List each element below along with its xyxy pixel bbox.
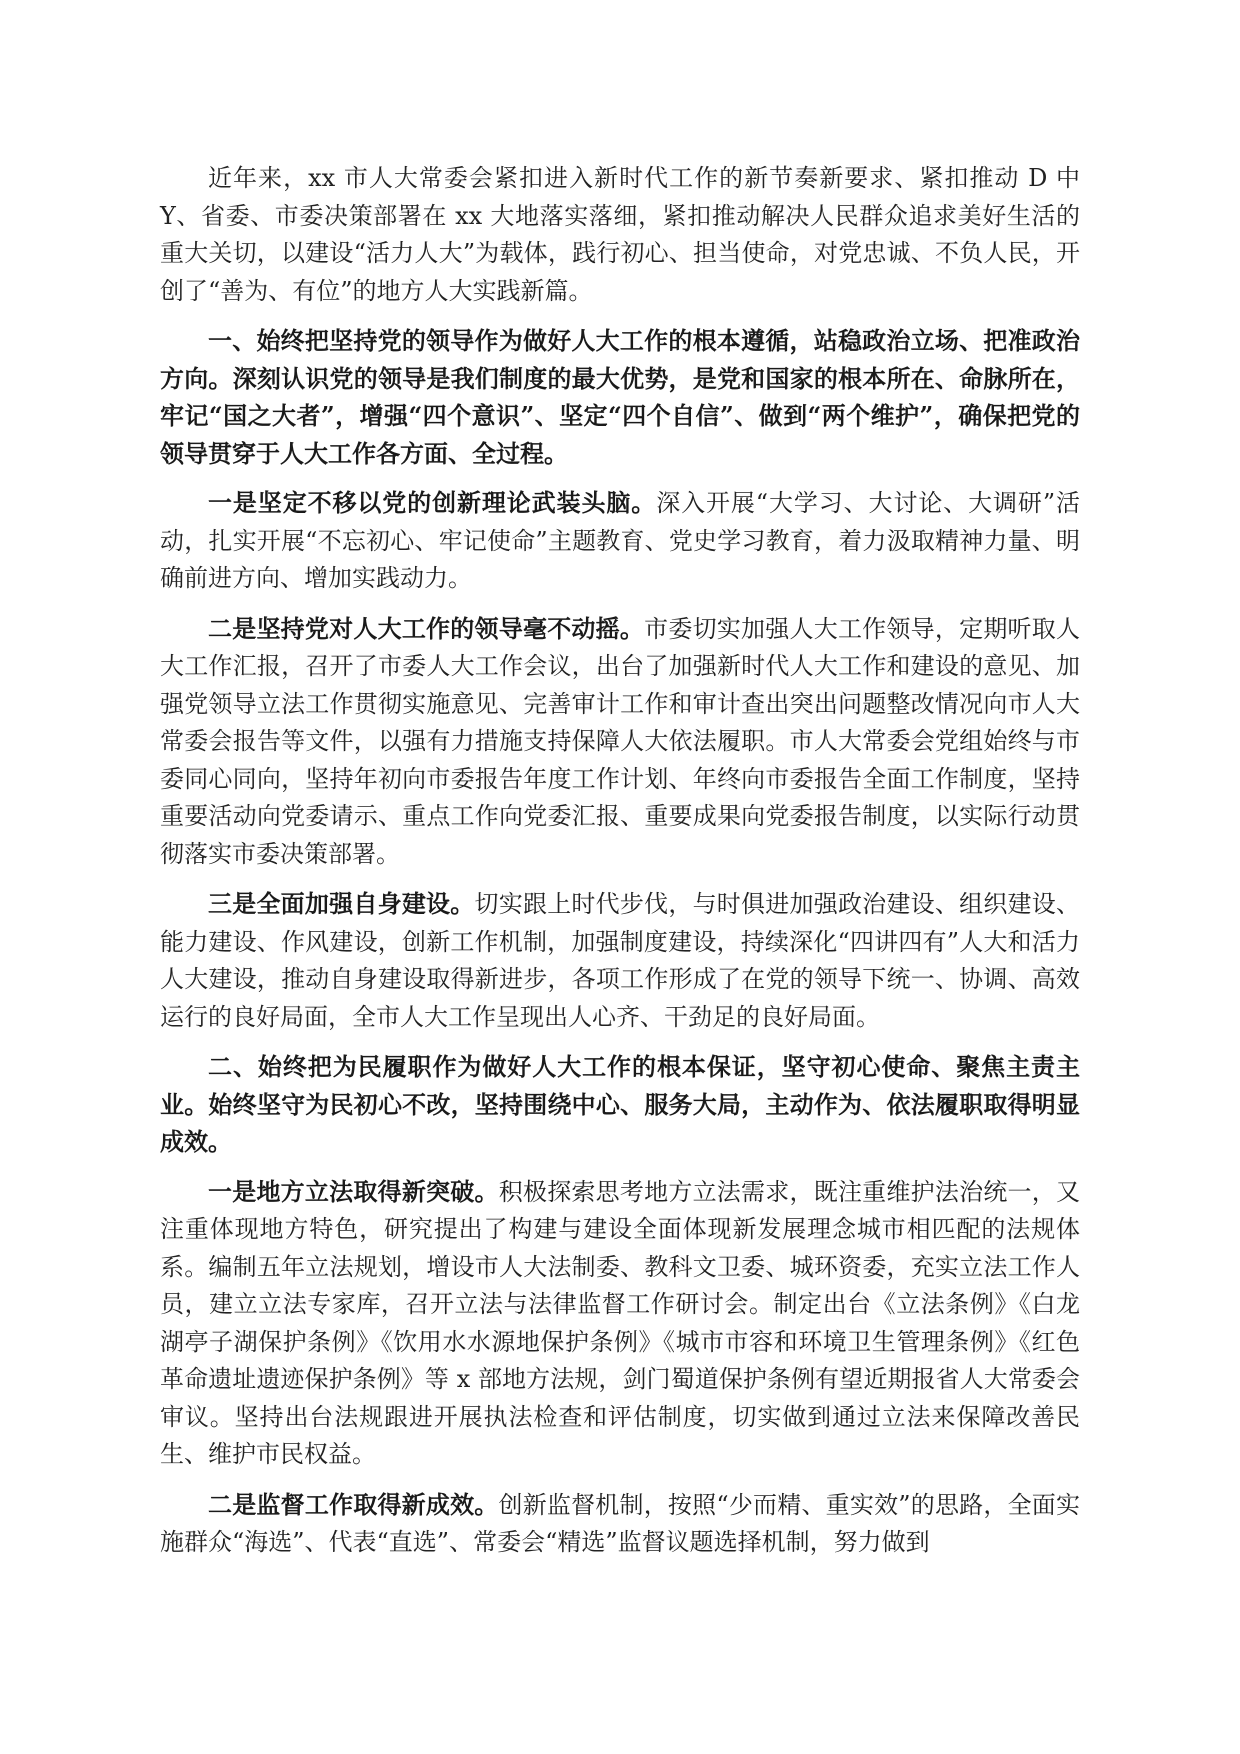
paragraph-lead: 二是坚持党对人大工作的领导毫不动摇。: [208, 613, 645, 643]
paragraph-item: [160, 1486, 1080, 1562]
paragraph-item: [160, 885, 1080, 1036]
paragraph-text: 创新监督机制，按照“少而精、重实效”的思路，全面实施群众“海选”、代表“直选”、常委会“精选”监督议题选择机制，努力做到: [160, 1490, 1080, 1556]
paragraph-lead: 一是地方立法取得新突破。: [208, 1176, 499, 1206]
paragraph-intro: [160, 160, 1080, 310]
paragraph-item: [160, 610, 1080, 874]
heading-text: 一、始终把坚持党的领导作为做好人大工作的根本遵循，站稳政治立场、把准政治方向。深刻认识党的领导是我们制度的最大优势，是党和国家的根本所在、命脉所在，牢记“国之大者”，增强“四个意识”、坚定“四个自信”、做到“两个维护”，确保把党的领导贯穿于人大工作各方面、全过程。: [160, 326, 1080, 468]
paragraph-item: [160, 1173, 1080, 1474]
section-heading-1: [160, 322, 1080, 472]
paragraph-lead: 三是全面加强自身建设。: [208, 889, 475, 918]
paragraph-item: [160, 484, 1080, 598]
paragraph-lead: 一是坚定不移以党的创新理论武装头脑。: [208, 488, 657, 517]
paragraph-lead: 二是监督工作取得新成效。: [208, 1489, 499, 1519]
paragraph-text: 积极探索思考地方立法需求，既注重维护法治统一，又注重体现地方特色，研究提出了构建与建设全面体现新发展理念城市相匹配的法规体系。编制五年立法规划，增设市人大法制委、教科文卫委、城环资委，充实立法工作人员，建立立法专家库，召开立法与法律监督工作研讨会。制定出台《立法条例》《白龙湖亭子湖保护条例》《饮用水水源地保护条例》《城市市容和环境卫生管理条例》《红色革命遗址遗迹保护条例》等 x 部地方法规，剑门蜀道保护条例有望近期报省人大常委会审议。坚持出台法规跟进开展执法检查和评估制度，切实做到通过立法来保障改善民生、维护市民权益。: [160, 1177, 1081, 1468]
section-heading-2: [160, 1048, 1080, 1161]
paragraph-text: 近年来，xx 市人大常委会紧扣进入新时代工作的新节奏新要求、紧扣推动 D 中Y、省委、市委决策部署在 xx 大地落实落细，紧扣推动解决人民群众追求美好生活的重大关切，以建设“活力人大”为载体，践行初心、担当使命，对党忠诚、不负人民，开创了“善为、有位”的地方人大实践新篇。: [160, 164, 1080, 305]
paragraph-text: 市委切实加强人大工作领导，定期听取人大工作汇报，召开了市委人大工作会议，出台了加强新时代人大工作和建设的意见、加强党领导立法工作贯彻实施意见、完善审计工作和审计查出突出问题整改情况向市人大常委会报告等文件，以强有力措施支持保障人大依法履职。市人大常委会党组始终与市委同心同向，坚持年初向市委报告年度工作计划、年终向市委报告全面工作制度，坚持重要活动向党委请示、重点工作向党委汇报、重要成果向党委报告制度，以实际行动贯彻落实市委决策部署。: [160, 614, 1081, 868]
heading-text: 二、始终把为民履职作为做好人大工作的根本保证，坚守初心使命、聚焦主责主业。始终坚守为民初心不改，坚持围绕中心、服务大局，主动作为、依法履职取得明显成效。: [160, 1052, 1080, 1156]
paragraph-text: 切实跟上时代步伐，与时俱进加强政治建设、组织建设、能力建设、作风建设，创新工作机制，加强制度建设，持续深化“四讲四有”人大和活力人大建设，推动自身建设取得新进步，各项工作形成了在党的领导下统一、协调、高效运行的良好局面，全市人大工作呈现出人心齐、干劲足的良好局面。: [160, 890, 1080, 1031]
paragraph-text: 深入开展“大学习、大讨论、大调研”活动，扎实开展“不忘初心、牢记使命”主题教育、党史学习教育，着力汲取精神力量、明确前进方向、增加实践动力。: [160, 489, 1081, 592]
document-page: [160, 160, 1080, 1574]
